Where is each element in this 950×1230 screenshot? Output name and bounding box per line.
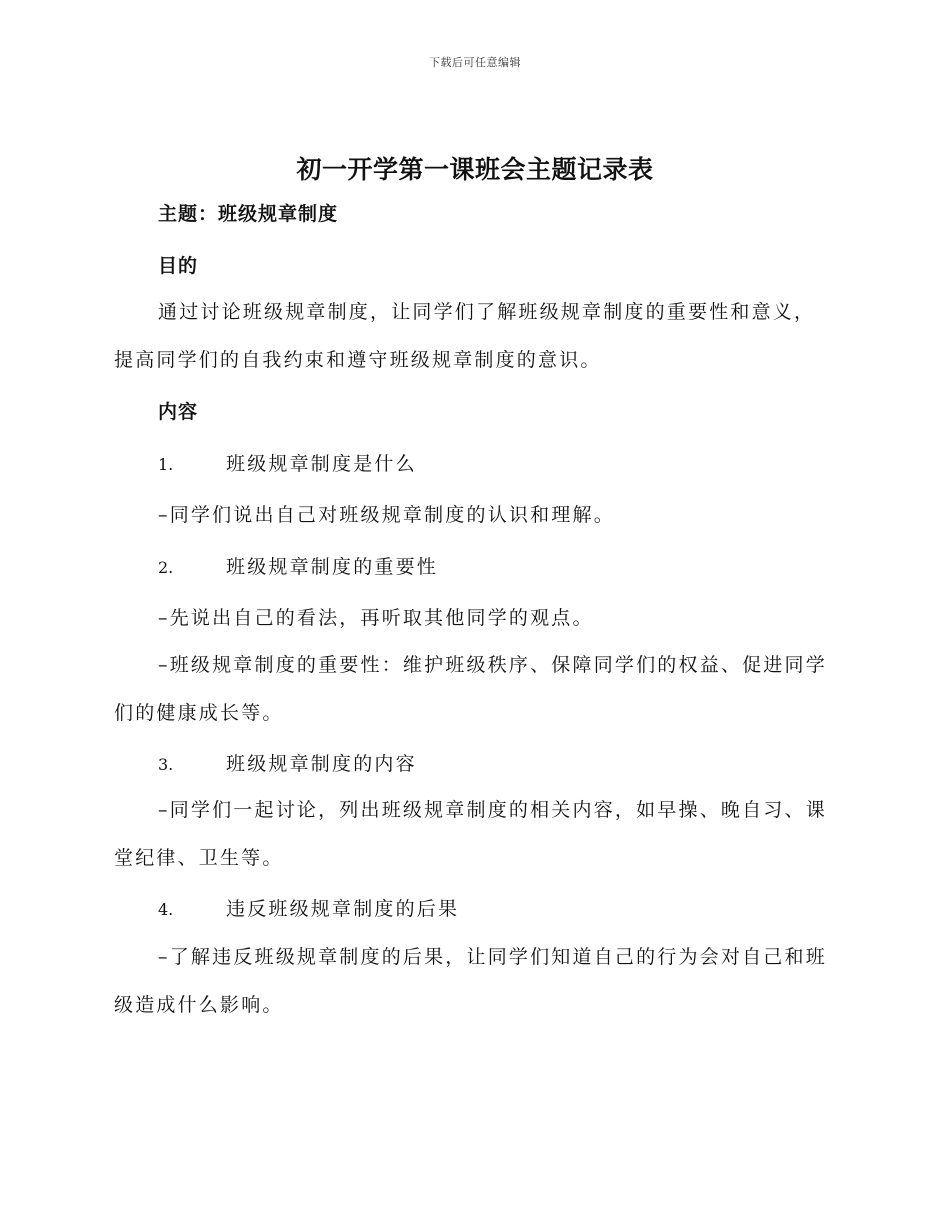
list-item-1 <box>158 449 417 476</box>
list-point: –了解违反班级规章制度的后果，让同学们知道自己的行为会对自己和班级造成什么影响。 <box>114 946 827 1016</box>
content-heading: 内容 <box>158 401 199 423</box>
document-title: 初一开学第一课班会主题记录表 <box>296 155 654 184</box>
purpose-paragraph <box>114 288 834 384</box>
header-note: 下载后可任意编辑 <box>429 56 521 69</box>
list-point: –同学们说出自己对班级规章制度的认识和理解。 <box>158 504 615 526</box>
list-point: –同学们一起讨论，列出班级规章制度的相关内容，如早操、晚自习、课堂纪律、卫生等。 <box>114 799 827 869</box>
list-item-2 <box>158 552 438 579</box>
list-item-title: 班级规章制度的重要性 <box>226 556 439 578</box>
list-item-3 <box>158 749 417 776</box>
list-item-title: 班级规章制度的内容 <box>226 753 417 775</box>
list-point: –先说出自己的看法，再听取其他同学的观点。 <box>158 607 594 629</box>
purpose-text: 通过讨论班级规章制度，让同学们了解班级规章制度的重要性和意义，提高同学们的自我约束和遵守班级规章制度的意识。 <box>114 301 816 371</box>
list-item-4 <box>158 894 459 921</box>
purpose-heading: 目的 <box>158 255 199 277</box>
list-number: 3. <box>158 755 174 774</box>
list-point: –班级规章制度的重要性：维护班级秩序、保障同学们的权益、促进同学们的健康成长等。 <box>114 654 827 724</box>
list-point-paragraph <box>114 786 834 882</box>
list-number: 1. <box>158 455 174 474</box>
list-point-paragraph <box>114 641 834 737</box>
list-number: 2. <box>158 558 174 577</box>
list-item-title: 班级规章制度是什么 <box>226 453 417 475</box>
list-item-title: 违反班级规章制度的后果 <box>226 898 460 920</box>
topic-heading: 主题：班级规章制度 <box>158 203 339 225</box>
list-number: 4. <box>158 900 174 919</box>
list-point-paragraph <box>114 933 834 1029</box>
